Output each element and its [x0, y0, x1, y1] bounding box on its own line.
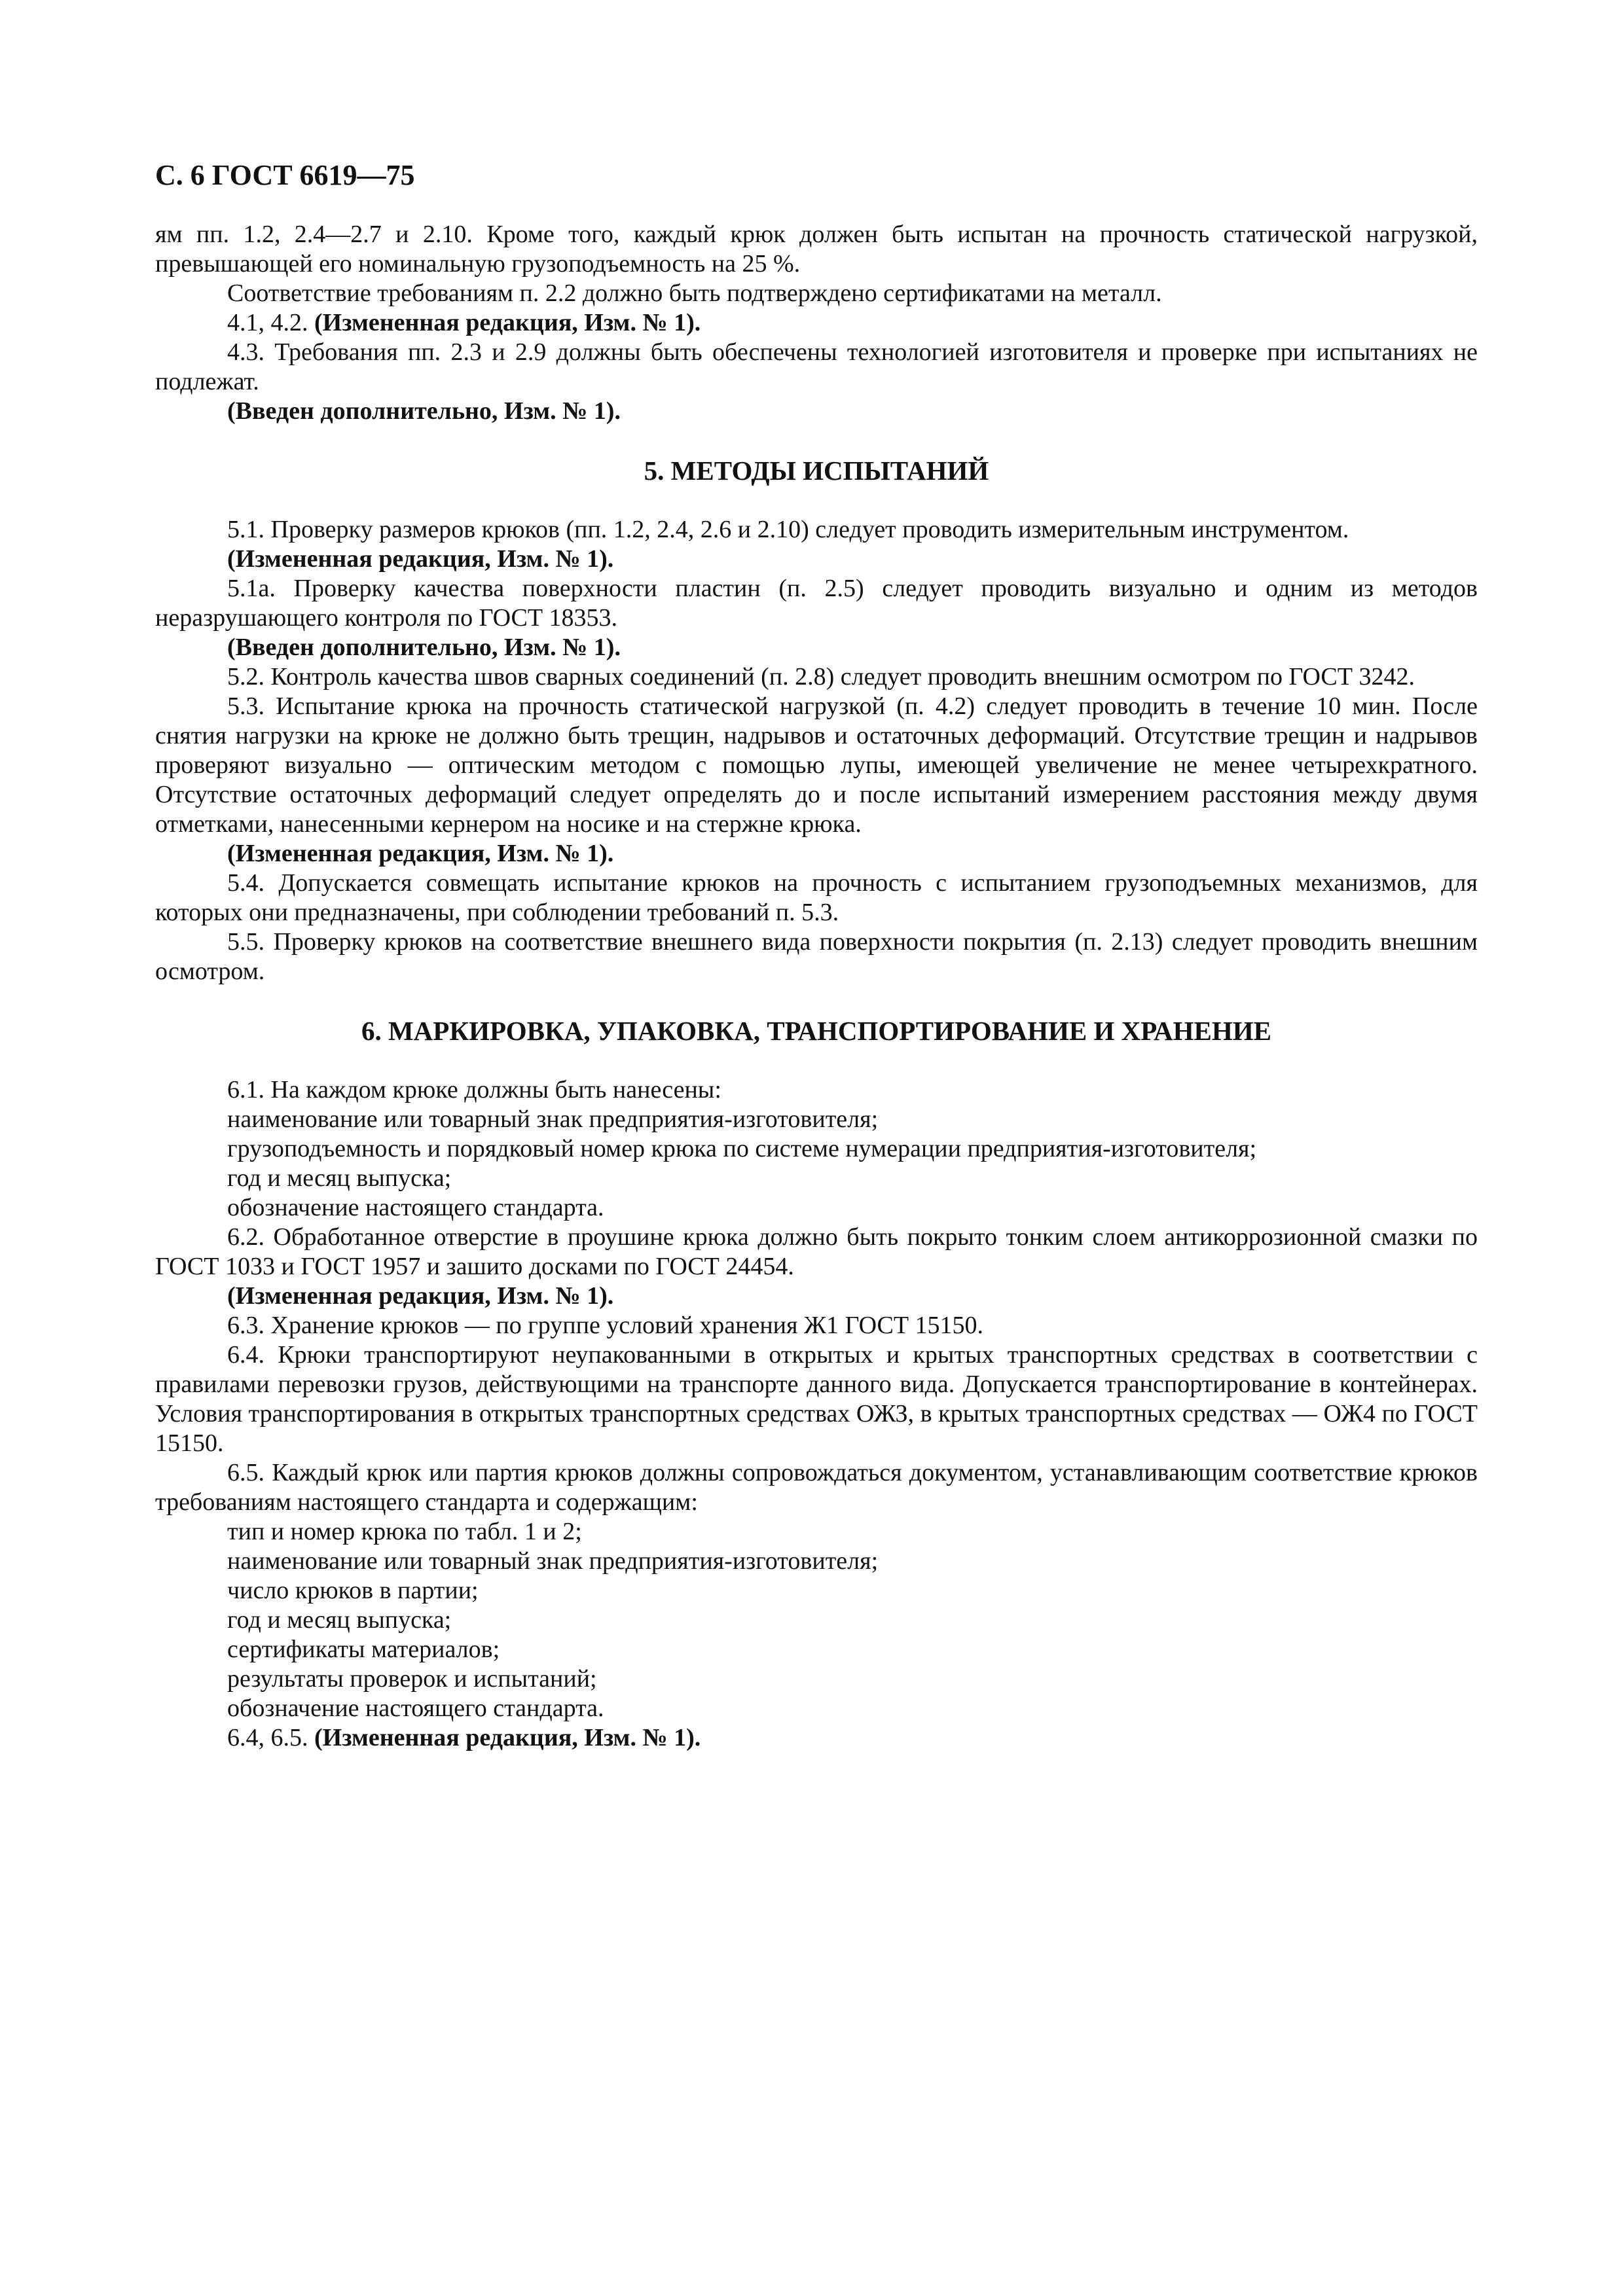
paragraph: 6.4. Крюки транспортируют неупакованными в открытых и крытых транспортных средствах в соответствии с правилами перевозки грузов, действующими на транспорте данного вида. Допускается транспортирование в контейнерах. Условия транспортирования в открытых транспортных средствах ОЖЗ, в крытых транспортных средствах — ОЖ4 по ГОСТ 15150.	[155, 1341, 1478, 1457]
paragraph: 6.2. Обработанное отверстие в проушине крюка должно быть покрыто тонким слоем антикоррозионной смазки по ГОСТ 1033 и ГОСТ 1957 и зашито досками по ГОСТ 24454.	[155, 1223, 1478, 1280]
list-item: результаты проверок и испытаний;	[227, 1665, 597, 1693]
page-header: С. 6 ГОСТ 6619—75	[155, 159, 415, 191]
section-5-title: 5. МЕТОДЫ ИСПЫТАНИЙ	[644, 456, 989, 486]
paragraph: Соответствие требованиям п. 2.2 должно быть подтверждено сертификатами на металл.	[227, 279, 1162, 307]
section-5-body	[155, 515, 1478, 986]
list-item: сертификаты материалов;	[227, 1636, 500, 1663]
clause-ref: 6.4, 6.5.	[227, 1724, 314, 1751]
paragraph: 6.3. Хранение крюков — по группе условий хранения Ж1 ГОСТ 15150.	[227, 1312, 984, 1339]
paragraph: 5.1а. Проверку качества поверхности пластин (п. 2.5) следует проводить визуально и одним из методов неразрушающего контроля по ГОСТ 18353.	[155, 575, 1478, 632]
revision-text: (Измененная редакция, Изм. № 1).	[314, 1724, 701, 1751]
revision-text: (Введен дополнительно, Изм. № 1).	[227, 634, 621, 661]
revision-note	[155, 545, 1478, 574]
revision-text: (Введен дополнительно, Изм. № 1).	[227, 397, 621, 425]
paragraph: 5.2. Контроль качества швов сварных соединений (п. 2.8) следует проводить внешним осмотром по ГОСТ 3242.	[227, 663, 1415, 691]
document-page	[155, 157, 1478, 1753]
list-item: год и месяц выпуска;	[227, 1164, 452, 1192]
clause-ref: 4.1, 4.2.	[227, 309, 314, 336]
paragraph: 6.5. Каждый крюк или партия крюков должны сопровождаться документом, устанавливающим соответствие крюков требованиям настоящего стандарта и содержащим:	[155, 1459, 1478, 1516]
paragraph: ям пп. 1.2, 2.4—2.7 и 2.10. Кроме того, каждый крюк должен быть испытан на прочность статической нагрузкой, превышающей его номинальную грузоподъемность на 25 %.	[155, 221, 1478, 278]
list-item: обозначение настоящего стандарта.	[227, 1695, 604, 1722]
list-item: обозначение настоящего стандарта.	[227, 1194, 604, 1221]
revision-note	[155, 839, 1478, 869]
revision-note	[155, 1723, 1478, 1753]
intro-block	[155, 220, 1478, 426]
list-item: наименование или товарный знак предприятия-изготовителя;	[227, 1105, 879, 1133]
list-item: грузоподъемность и порядковый номер крюка по системе нумерации предприятия-изготовителя;	[227, 1135, 1257, 1162]
section-6-body	[155, 1075, 1478, 1753]
list-item: год и месяц выпуска;	[227, 1606, 452, 1634]
revision-text: (Измененная редакция, Изм. № 1).	[227, 840, 614, 867]
revision-note	[155, 1282, 1478, 1311]
paragraph: 4.3. Требования пп. 2.3 и 2.9 должны быть обеспечены технологией изготовителя и проверке при испытаниях не подлежат.	[155, 338, 1478, 395]
section-6-title: 6. МАРКИРОВКА, УПАКОВКА, ТРАНСПОРТИРОВАНИЕ И ХРАНЕНИЕ	[361, 1016, 1272, 1046]
revision-note	[155, 308, 1478, 338]
revision-note	[155, 633, 1478, 662]
paragraph: 5.4. Допускается совмещать испытание крюков на прочность с испытанием грузоподъемных механизмов, для которых они предназначены, при соблюдении требований п. 5.3.	[155, 869, 1478, 926]
paragraph: 5.1. Проверку размеров крюков (пп. 1.2, 2.4, 2.6 и 2.10) следует проводить измерительным инструментом.	[227, 516, 1349, 543]
paragraph: 6.1. На каждом крюке должны быть нанесены:	[227, 1076, 721, 1103]
revision-text: (Измененная редакция, Изм. № 1).	[227, 1282, 614, 1310]
list-item: наименование или товарный знак предприятия-изготовителя;	[227, 1547, 879, 1575]
revision-text: (Измененная редакция, Изм. № 1).	[314, 309, 701, 336]
list-item: тип и номер крюка по табл. 1 и 2;	[227, 1518, 582, 1545]
paragraph: 5.5. Проверку крюков на соответствие внешнего вида поверхности покрытия (п. 2.13) следует проводить внешним осмотром.	[155, 928, 1478, 985]
revision-text: (Измененная редакция, Изм. № 1).	[227, 545, 614, 573]
list-item: число крюков в партии;	[227, 1577, 479, 1604]
revision-note	[155, 397, 1478, 426]
paragraph: 5.3. Испытание крюка на прочность статической нагрузкой (п. 4.2) следует проводить в течение 10 мин. После снятия нагрузки на крюке не должно быть трещин, надрывов и остаточных деформаций. Отсутствие трещин и надрывов проверяют визуально — оптическим методом с помощью лупы, имеющей увеличение не менее четырехкратного. Отсутствие остаточных деформаций следует определять до и после испытаний измерением расстояния между двумя отметками, нанесенными кернером на носике и на стержне крюка.	[155, 692, 1478, 838]
